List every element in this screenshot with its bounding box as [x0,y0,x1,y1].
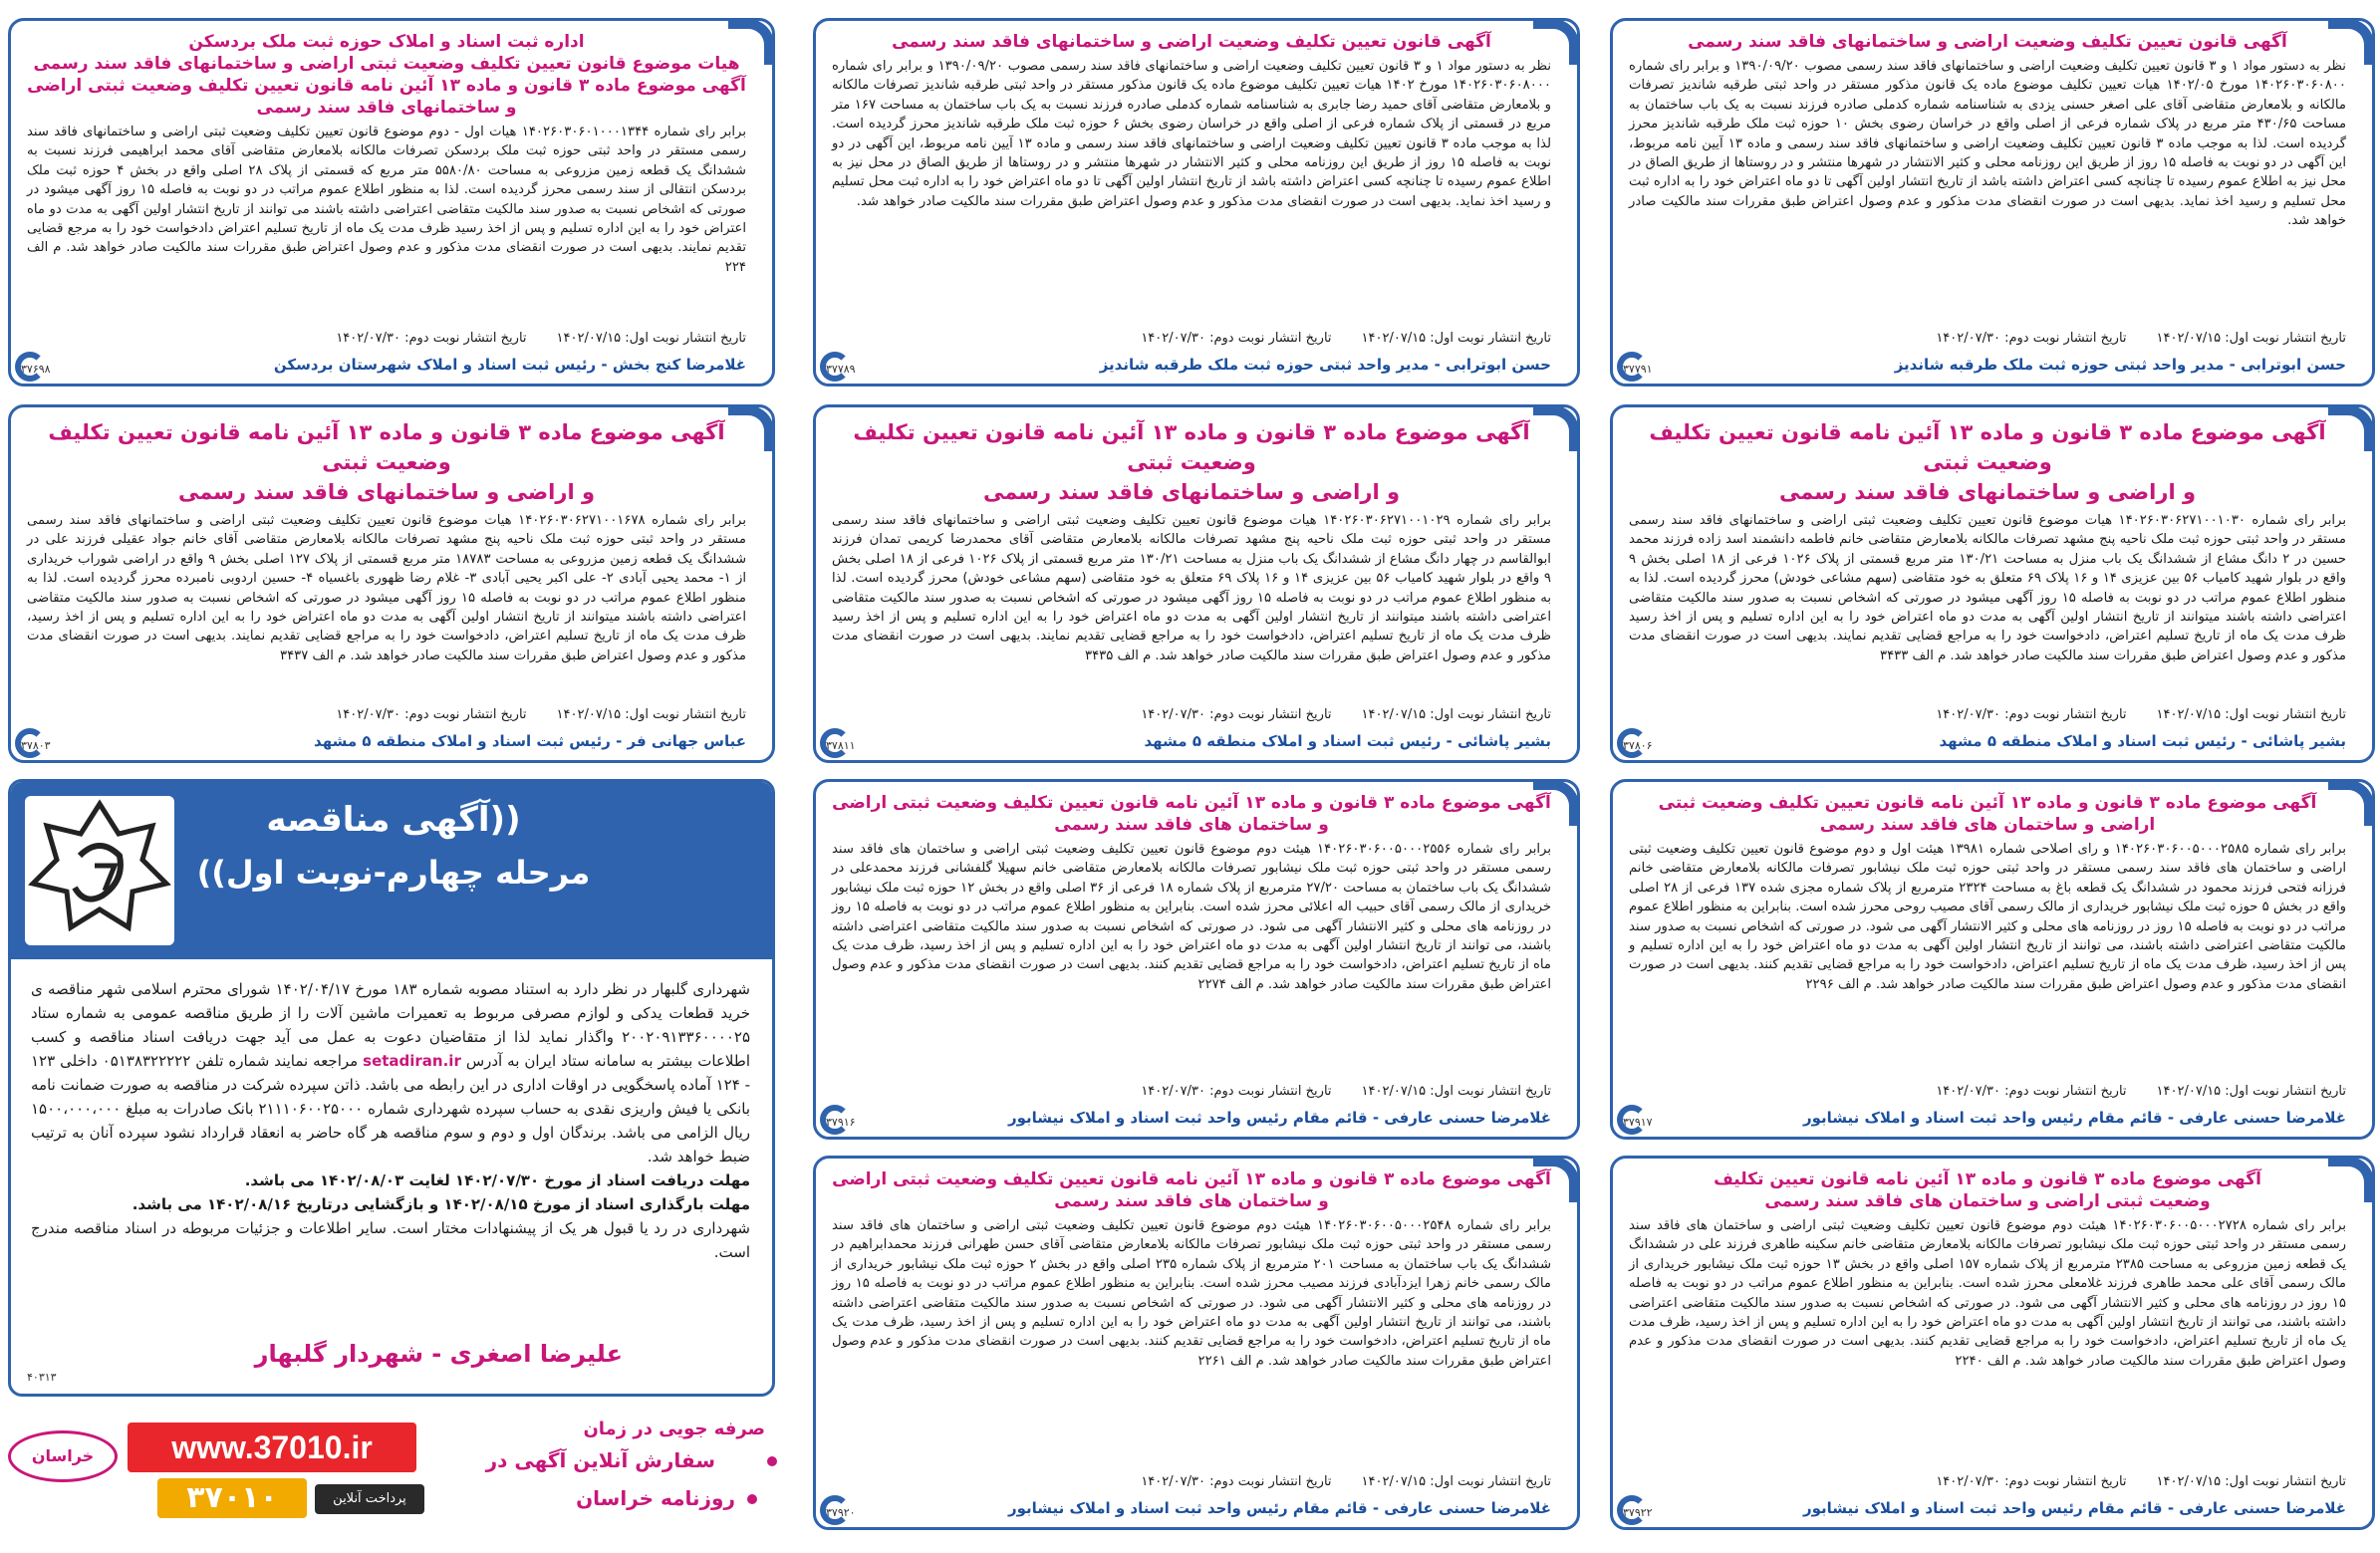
tender-notice-golbahar [8,779,775,1397]
notice-dates: تاریخ انتشار نوبت اول: ۱۴۰۲/۰۷/۱۵تاریخ انتشار نوبت دوم: ۱۴۰۲/۰۷/۳۰ [1936,707,2346,722]
notice-code: ۳۷۸۰۳ [21,739,51,752]
tender-closing: شهرداری در رد یا قبول هر یک از پیشنهادات مختار است. سایر اطلاعات و جزئیات مربوطه در اسناد مناقصه مندرج است. [31,1219,750,1261]
tender-header [11,782,772,959]
notice-body: برابر رای شماره ۱۴۰۲۶۰۳۰۶۲۷۱۰۰۱۶۷۸ هیات موضوع قانون تعیین تکلیف وضعیت ثبتی اراضی و ساختمانهای فاقد سند رسمی مستقر در واحد ثبتی حوزه ثبت ملک ناحیه پنج مشهد تصرفات مالکانه بلامعارض متقاضی آقای خانم جواد عقیلی فرزند علی در ششدانگ یک قطعه زمین مزروعی به مساحت ۱۸۷۸۳ متر مربع قسمتی از پلاک ۱۲۷ اصلی بخش ۹ واقع در اراضی شوراب خریداری از ۱- محمد یحیی آبادی ۲- علی اکبر یحیی آبادی ۳- غلام رضا ظهوری باغسیاه ۴- حسین اردوبی نامبرده محرز گردیده است. لذا به منظور اطلاع عموم مراتب در دو نوبت به فاصله ۱۵ روز آگهی میشود در صورتی که اشخاص نسبت به صدور سند مالکیت متقاضی اعتراضی داشته باشند میتوانند از تاریخ انتشار اولین آگهی به مدت دو ماه اعتراض خود را به این اداره تسلیم و پس از اخذ رسید، ظرف مدت یک ماه از تاریخ تسلیم اعتراض، دادخواست خود را به مراجع قضایی تقدیم نمایند. بدیهی است در صورت انقضای مدت مذکور و عدم وصول اعتراض طبق مقررات سند مالکیت صادر خواهد شد. م الف ۳۴۳۷ [27,513,746,663]
notice-signature: غلامرضا حسنی عارفی - قائم مقام رئیس واحد ثبت اسناد و املاک نیشابور [1007,1499,1551,1517]
tender-deadline-download: مهلت دریافت اسناد از مورخ ۱۴۰۲/۰۷/۳۰ لغایت ۱۴۰۲/۰۸/۰۳ می باشد. [244,1171,750,1189]
notice-mashhad-5-jahanifar [8,404,775,763]
frame-swirl-icon [15,352,45,382]
tender-signature: علیرضا اصغری - شهردار گلبهار [254,1340,623,1368]
ad-slogan-order: سفارش آنلاین آگهی در [485,1448,715,1472]
notice-body: برابر رای شماره ۱۴۰۲۶۰۳۰۶۰۰۵۰۰۰۲۵۸۵ و رای اصلاحی شماره ۱۳۹۸۱ هیئت اول و دوم موضوع قانون تعیین تکلیف وضعیت ثبتی اراضی و ساختمان های فاقد سند رسمی مستقر در واحد ثبتی حوزه ثبت ملک نیشابور تصرفات مالکانه بلامعارض متقاضی خانم فرزانه فتحی فرزند محمود در ششدانگ یک قطعه باغ به مساحت ۲۳۲۴ مترمربع از پلاک شماره مجزی شده ۱۳۷ فرعی از ۲۸ اصلی واقع در بخش ۵ حوزه ثبت ملک نیشابور خریداری از مالک رسمی آقای مصیب روحی محرز شده است. بنابراین به منظور اطلاع عموم مراتب در دو نوبت به فاصله ۱۵ روز در روزنامه های محلی و کثیر الانتشار آگهی می شود. در صورتی که اشخاص نسبت به صدور سند مالکیت متقاضی اعتراضی داشته باشند، می توانند از تاریخ انتشار اولین آگهی به مدت دو ماه اعتراض خود را به این اداره تسلیم و پس از اخذ رسید، ظرف مدت یک ماه از تاریخ تسلیم اعتراض، دادخواست خود را به مراجع قضایی تقدیم کنند. بدیهی است در صورت انقضای مدت مذکور و عدم وصول اعتراض طبق مقررات سند مالکیت صادر خواهد شد. م الف ۲۲۹۶ [1629,842,2347,992]
notice-title: اداره ثبت اسناد و املاک حوزه ثبت ملک بردسکن هیات موضوع قانون تعیین تکلیف وضعیت ثبتی اراضی و ساختمانهای فاقد سند رسمی آگهی موضوع ماده ۳ قانون و ماده ۱۳ آئین نامه قانون تعیین تکلیف وضعیت ثبتی اراضی و ساختمانهای فاقد سند رسمی [27,32,746,118]
notice-body: برابر رای شماره ۱۴۰۲۶۰۳۰۶۲۷۱۰۰۱۰۲۹ هیات موضوع قانون تعیین تکلیف وضعیت ثبتی اراضی و ساختمانهای فاقد سند رسمی مستقر در واحد ثبتی حوزه ثبت ملک ناحیه پنج مشهد تصرفات مالکانه بلامعارض متقاضی آقای محمدرضا کریمی تمدان فرزند ابوالقاسم در چهار دانگ مشاع از ششدانگ یک باب منزل به مساحت ۱۳۰/۲۱ متر مربع قسمتی از پلاک ۱۰۲۶ فرعی از ۱۸ اصلی بخش ۹ واقع در بلوار شهید کامیاب ۵۶ بین عزیزی ۱۴ و ۱۶ پلاک ۶۹ متعلق به خود متقاضی (سهم مشاعی خودش) محرز گردیده است. لذا به منظور اطلاع عموم مراتب در دو نوبت به فاصله ۱۵ روز آگهی میشود در صورتی که اشخاص نسبت به صدور سند مالکیت متقاضی اعتراضی داشته باشند میتوانند از تاریخ انتشار اولین آگهی به مدت دو ماه اعتراض خود را به این اداره تسلیم و پس از اخذ رسید ظرف مدت یک ماه از تاریخ تسلیم اعتراض، دادخواست خود را به مراجع قضایی تقدیم نمایند. بدیهی است در صورت انقضای مدت مذکور و عدم وصول اعتراض طبق مقررات سند مالکیت صادر خواهد شد. م الف ۳۴۳۵ [832,513,1551,663]
setadiran-link[interactable]: setadiran.ir [363,1052,461,1070]
notice-dates: تاریخ انتشار نوبت اول: ۱۴۰۲/۰۷/۱۵تاریخ انتشار نوبت دوم: ۱۴۰۲/۰۷/۳۰ [1936,1474,2346,1489]
notice-body: برابر رای شماره ۱۴۰۲۶۰۳۰۶۰۰۵۰۰۰۲۷۲۸ هیئت دوم موضوع قانون تعیین تکلیف وضعیت ثبتی اراضی و ساختمان های فاقد سند رسمی مستقر در واحد ثبتی حوزه ثبت ملک نیشابور تصرفات مالکانه بلامعارض متقاضی خانم سکینه طاهری فرزند علی در ششدانگ یک قطعه زمین مزروعی به مساحت ۲۳۸۵ مترمربع از پلاک شماره ۱۵۷ اصلی واقع در بخش ۱۳ حوزه ثبت ملک نیشابور خریداری از مالک رسمی آقای علی محمد طاهری فرزند غلامعلی محرز شده است. بنابراین به منظور اطلاع عموم مراتب در دو نوبت به فاصله ۱۵ روز در روزنامه های محلی و کثیر الانتشار آگهی می شود. در صورتی که اشخاص نسبت به صدور سند مالکیت متقاضی اعتراضی داشته باشند، می توانند از تاریخ انتشار اولین آگهی به مدت دو ماه اعتراض خود را به این اداره تسلیم و پس از اخذ رسید، ظرف مدت یک ماه از تاریخ تسلیم اعتراض، دادخواست خود را به مراجع قضایی تقدیم کنند. بدیهی است در صورت انقضای مدت مذکور و عدم وصول اعتراض طبق مقررات سند مالکیت صادر خواهد شد. م الف ۲۲۴۰ [1629,1218,2346,1369]
frame-corner [1533,780,1579,826]
notice-torghabeh-2 [1610,18,2375,387]
notice-title: آگهی موضوع ماده ۳ قانون و ماده ۱۳ آئین نامه قانون تعیین تکلیف وضعیت ثبتی اراضی و ساختمان های فاقد سند رسمی [832,793,1551,835]
notice-neyshabur-tehrani [813,1156,1580,1530]
notice-code: ۳۷۹۱۷ [1623,1116,1653,1129]
notice-code: ۳۷۹۱۶ [826,1116,856,1129]
ad-slogan-time: صرفه جویی در زمان [583,1419,765,1439]
notice-title: آگهی موضوع ماده ۳ قانون و ماده ۱۳ آئین نامه قانون تعیین تکلیف وضعیت ثبتی و اراضی و ساختمانهای فاقد سند رسمی [853,420,1530,504]
notice-dates: تاریخ انتشار نوبت اول: ۱۴۰۲/۰۷/۱۵تاریخ انتشار نوبت دوم: ۱۴۰۲/۰۷/۳۰ [1141,1474,1551,1489]
notice-title: آگهی موضوع ماده ۳ قانون و ماده ۱۳ آئین نامه قانون تعیین تکلیف وضعیت ثبتی و اراضی و ساختمانهای فاقد سند رسمی [1649,420,2326,504]
ad-bullet-icon [767,1456,777,1466]
ad-pay-online-badge: پرداخت آنلاین [315,1484,424,1514]
notice-signature: غلامرضا کنج بخش - رئیس ثبت اسناد و املاک شهرستان بردسکن [273,356,746,374]
notice-dates: تاریخ انتشار نوبت اول: ۱۴۰۲/۰۷/۱۵تاریخ انتشار نوبت دوم: ۱۴۰۲/۰۷/۳۰ [336,331,746,346]
ad-bullet-icon [747,1494,757,1504]
notice-code: ۳۷۹۲۲ [1623,1506,1653,1519]
frame-corner [728,19,774,65]
notice-body: برابر رای شماره ۱۴۰۲۶۰۳۰۶۲۷۱۰۰۱۰۳۰ هیات موضوع قانون تعیین تکلیف وضعیت ثبتی اراضی و ساختمانهای فاقد سند رسمی مستقر در واحد ثبتی حوزه ثبت ملک ناحیه پنج مشهد تصرفات مالکانه بلامعارض متقاضی خانم فاطمه دانشمند اسد زاده فرزند محمد حسین در ۲ دانگ مشاع از ششدانگ یک باب منزل به مساحت ۱۳۰/۲۱ متر مربع قسمتی از پلاک ۱۰۲۶ فرعی از ۱۸ اصلی بخش ۹ واقع در بلوار شهید کامیاب ۵۶ بین عزیزی ۱۴ و ۱۶ پلاک ۶۹ متعلق به خود متقاضی (سهم مشاعی خودش) محرز گردیده است. لذا به منظور اطلاع عموم مراتب در دو نوبت به فاصله ۱۵ روز آگهی میشود در صورتی که اشخاص نسبت به صدور سند مالکیت متقاضی اعتراضی داشته باشند میتوانند از تاریخ انتشار اولین آگهی به مدت دو ماه اعتراض خود را به این اداره تسلیم و پس از اخذ رسید ظرف مدت یک ماه از تاریخ تسلیم اعتراض، دادخواست خود را به مراجع قضایی تقدیم نمایند. بدیهی است در صورت انقضای مدت مذکور و عدم وصول اعتراض طبق مقررات سند مالکیت صادر خواهد شد. م الف ۳۴۳۳ [1629,513,2346,663]
frame-corner [1533,405,1579,451]
notice-bardaskan [8,18,775,387]
notice-body: برابر رای شماره ۱۴۰۲۶۰۳۰۶۰۰۵۰۰۰۲۵۵۶ هیئت دوم موضوع قانون تعیین تکلیف وضعیت ثبتی اراضی و ساختمان های فاقد سند رسمی مستقر در واحد ثبتی حوزه ثبت ملک نیشابور تصرفات مالکانه بلامعارض متقاضی خانم سهیلا گلفشانی فرزند محمدعلی در ششدانگ یک باب ساختمان به مساحت ۲۷/۲۰ مترمربع از پلاک شماره ۱۸ فرعی از ۳۶ اصلی واقع در بخش ۱۲ حوزه ثبت ملک نیشابور خریداری از مالک رسمی آقای حبیب اله اعلائی محرز شده است. بنابراین به منظور اطلاع عموم مراتب در دو نوبت به فاصله ۱۵ روز در روزنامه های محلی و کثیر الانتشار آگهی می شود. در صورتی که اشخاص نسبت به صدور سند مالکیت متقاضی اعتراضی داشته باشند، می توانند از تاریخ انتشار اولین آگهی به مدت دو ماه اعتراض خود را به این اداره تسلیم و پس از اخذ رسید، ظرف مدت یک ماه از تاریخ تسلیم اعتراض، دادخواست خود را به مراجع قضایی تقدیم کنند. بدیهی است در صورت انقضای مدت مذکور و عدم وصول اعتراض طبق مقررات سند مالکیت صادر خواهد شد. م الف ۲۲۷۴ [832,842,1551,992]
notice-mashhad-5-daneshmand [1610,404,2375,763]
notice-torghabeh-1 [813,18,1580,387]
khorasan-logo: خراسان [8,1430,118,1482]
notice-body: نظر به دستور مواد ۱ و ۳ قانون تعیین تکلیف وضعیت اراضی و ساختمانهای فاقد سند رسمی مصوب ۱۳۹۰/۰۹/۲۰ و برابر رای شماره ۱۴۰۲۶۰۳۰۶۰۸۰۰۰ مورخ ۱۴۰۲ هیات تعیین تکلیف موضوع ماده یک قانون مذکور مستقر در واحد ثبتی طرقبه شاندیز تصرفات مالکانه و بلامعارض متقاضی آقای حمید رضا جابری به شناسنامه شماره کدملی صادره فرزند نسبت به یک باب ساختمان به مساحت ۱۶۷ متر مربع در قسمتی از پلاک شماره فرعی از اصلی واقع در خراسان رضوی بخش ۶ حوزه ثبت ملک طرقبه شاندیز محرز گردیده است. لذا به موجب ماده ۳ قانون تعیین تکلیف وضعیت اراضی و ساختمانهای فاقد سند رسمی و ماده ۱۳ آیین نامه مربوط، این آگهی در دو نوبت به فاصله ۱۵ روز از طریق این روزنامه محلی و کثیر الانتشار در شهرها منتشر و در روستاها از طریق الصاق در محل نیز به اطلاع عموم رسیده تا چنانچه کسی اعتراض داشته باشد از تاریخ انتشار اولین آگهی تا دو ماه اعتراض خود را به اداره ثبت محل تسلیم و رسید اخذ نماید. بدیهی است در صورت انقضای مدت مذکور و عدم وصول اعتراض طبق مقررات سند مالکیت صادر خواهد شد. [832,59,1552,209]
notice-dates: تاریخ انتشار نوبت اول: ۱۴۰۲/۰۷/۱۵تاریخ انتشار نوبت دوم: ۱۴۰۲/۰۷/۳۰ [1936,1084,2346,1099]
golbahar-municipality-logo [25,796,174,945]
frame-swirl-icon [820,1495,850,1525]
notice-title: آگهی موضوع ماده ۳ قانون و ماده ۱۳ آئین نامه قانون تعیین تکلیف وضعیت ثبتی و اراضی و ساختمانهای فاقد سند رسمی [48,420,725,504]
notice-code: ۳۷۹۲۰ [826,1506,856,1519]
notice-title: آگهی قانون تعیین تکلیف وضعیت اراضی و ساختمانهای فاقد سند رسمی [1688,32,2287,52]
tender-code: ۴۰۳۱۳ [27,1371,57,1384]
notice-code: ۳۷۶۹۸ [21,363,51,376]
notice-dates: تاریخ انتشار نوبت اول: ۱۴۰۲/۰۷/۱۵تاریخ انتشار نوبت دوم: ۱۴۰۲/۰۷/۳۰ [1141,1084,1551,1099]
frame-swirl-icon [820,1105,850,1135]
notice-code: ۳۷۸۰۶ [1623,739,1653,752]
notice-neyshabur-golfeshani [813,779,1580,1140]
notice-signature: حسن ابوترابی - مدیر واحد ثبتی حوزه ثبت ملک طرقبه شاندیز [1099,356,1551,374]
frame-corner [2328,19,2374,65]
notice-title: آگهی قانون تعیین تکلیف وضعیت اراضی و ساختمانهای فاقد سند رسمی [892,32,1491,52]
notice-body: برابر رای شماره ۱۴۰۲۶۰۳۰۶۰۱۰۰۰۱۳۴۴ هیات اول - دوم موضوع قانون تعیین تکلیف وضعیت ثبتی اراضی و ساختمانهای فاقد سند رسمی مستقر در واحد ثبتی حوزه ثبت ملک بردسکن تصرفات مالکانه بلامعارض متقاضی آقای محمد ابراهیمی فرزند نسبت به ششدانگ یک قطعه زمین مزروعی به مساحت ۵۵۸۰/۸۰ متر مربع که قسمتی از پلاک ۲۸ اصلی واقع در بخش ۴ حوزه ثبت ملک بردسکن انتقالی از سند رسمی محرز گردیده است. لذا به منظور اطلاع عموم مراتب در دو نوبت به فاصله ۱۵ روز آگهی میشود در صورتی که اشخاص نسبت به صدور سند مالکیت متقاضی اعتراضی داشته باشند می توانند از تاریخ انتشار اولین آگهی به مدت دو ماه اعتراض خود را به این اداره تسلیم و پس از اخذ رسید ظرف مدت یک ماه از تاریخ تسلیم اعتراض دادخواست خود را به مرجع قضایی تقدیم نمایند. بدیهی است در صورت انقضای مدت مذکور و عدم وصول اعتراض طبق مقررات سند مالکیت صادر خواهد شد. م الف ۲۲۴ [27,125,747,275]
frame-corner [1533,19,1579,65]
notice-signature: غلامرضا حسنی عارفی - قائم مقام رئیس واحد ثبت اسناد و املاک نیشابور [1802,1499,2346,1517]
tender-subtitle: مرحله چهارم-نوبت اول)) [196,854,591,892]
notice-signature: بشیر پاشائی - رئیس ثبت اسناد و املاک منطقه ۵ مشهد [1144,732,1551,750]
notice-title: آگهی موضوع ماده ۳ قانون و ماده ۱۳ آئین نامه قانون تعیین تکلیف وضعیت ثبتی اراضی و ساختمان های فاقد سند رسمی [832,1169,1551,1211]
notice-mashhad-5-karimi [813,404,1580,763]
frame-swirl-icon [1617,1495,1647,1525]
frame-swirl-icon [1617,1105,1647,1135]
notice-body: برابر رای شماره ۱۴۰۲۶۰۳۰۶۰۰۵۰۰۰۲۵۴۸ هیئت دوم موضوع قانون تعیین تکلیف وضعیت ثبتی اراضی و ساختمان های فاقد سند رسمی مستقر در واحد ثبتی حوزه ثبت ملک نیشابور تصرفات مالکانه بلامعارض متقاضی آقای حسن طهرانی فرزند محمدابراهیم در ششدانگ یک باب ساختمان به مساحت ۲۰۱ مترمربع از پلاک شماره ۲۳۵ اصلی واقع در بخش ۲ حوزه ثبت ملک نیشابور خریداری از مالک رسمی خانم زهرا ایزدآبادی فرزند مصیب محرز شده است. بنابراین به منظور اطلاع عموم مراتب در دو نوبت به فاصله ۱۵ روز در روزنامه های محلی و کثیر الانتشار آگهی می شود. در صورتی که اشخاص نسبت به صدور سند مالکیت متقاضی اعتراضی داشته باشند، می توانند از تاریخ انتشار اولین آگهی به مدت دو ماه اعتراض خود را به این اداره تسلیم و پس از اخذ رسید، ظرف مدت یک ماه از تاریخ تسلیم اعتراض، دادخواست خود را به مراجع قضایی تقدیم کنند. بدیهی است در صورت انقضای مدت مذکور و عدم وصول اعتراض طبق مقررات سند مالکیت صادر خواهد شد. م الف ۲۲۶۱ [832,1218,1551,1369]
frame-swirl-icon [820,352,850,382]
frame-swirl-icon [1617,728,1647,758]
tender-title: ((آگهی مناقصه [266,800,521,840]
notice-code: ۳۷۷۹۱ [1623,363,1653,376]
frame-swirl-icon [820,728,850,758]
notice-dates: تاریخ انتشار نوبت اول: ۱۴۰۲/۰۷/۱۵تاریخ انتشار نوبت دوم: ۱۴۰۲/۰۷/۳۰ [1141,331,1551,346]
star-emblem-icon [25,796,174,945]
frame-corner [2328,405,2374,451]
frame-corner [1533,1157,1579,1202]
notice-dates: تاریخ انتشار نوبت اول: ۱۴۰۲/۰۷/۱۵تاریخ انتشار نوبت دوم: ۱۴۰۲/۰۷/۳۰ [336,707,746,722]
ad-phone-number: ۳۷۰۱۰ [157,1478,307,1518]
notice-body: نظر به دستور مواد ۱ و ۳ قانون تعیین تکلیف وضعیت اراضی و ساختمانهای فاقد سند رسمی مصوب ۱۳۹۰/۰۹/۲۰ و برابر رای شماره ۱۴۰۲۶۰۳۰۶۰۸۰۰ مورخ ۱۴۰۲/۰۵ هیات تعیین تکلیف موضوع ماده یک قانون مذکور مستقر در واحد ثبتی طرقبه شاندیز تصرفات مالکانه و بلامعارض متقاضی آقای علی اصغر حسنی یزدی به شناسنامه شماره کدملی صادره فرزند نسبت به یک باب ساختمان به مساحت ۴۳۰/۶۵ متر مربع در پلاک شماره فرعی از اصلی واقع در خراسان رضوی بخش ۱۰ حوزه ثبت ملک طرقبه شاندیز محرز گردیده است. لذا به موجب ماده ۳ قانون تعیین تکلیف وضعیت اراضی و ساختمانهای فاقد سند رسمی و ماده ۱۳ آیین نامه مربوط، این آگهی در دو نوبت به فاصله ۱۵ روز از طریق این روزنامه محلی و کثیر الانتشار در شهرها منتشر و در روستاها از طریق الصاق در محل نیز به اطلاع عموم رسیده تا چنانچه کسی اعتراض داشته باشد از تاریخ انتشار اولین آگهی تا دو ماه اعتراض خود را به اداره ثبت محل تسلیم و رسید اخذ نماید. بدیهی است در صورت انقضای مدت مذکور و عدم وصول اعتراض طبق مقررات سند مالکیت صادر خواهد شد. [1629,59,2347,229]
online-ad-banner[interactable] [8,1413,775,1532]
tender-deadline-upload: مهلت بارگذاری اسناد از مورخ ۱۴۰۲/۰۸/۱۵ و بازگشایی درتاریخ ۱۴۰۲/۰۸/۱۶ می باشد. [132,1195,750,1213]
notice-code: ۳۷۸۱۱ [826,739,856,752]
frame-swirl-icon [15,728,45,758]
notice-dates: تاریخ انتشار نوبت اول: ۱۴۰۲/۰۷/۱۵تاریخ انتشار نوبت دوم: ۱۴۰۲/۰۷/۳۰ [1141,707,1551,722]
notice-signature: بشیر پاشائی - رئیس ثبت اسناد و املاک منطقه ۵ مشهد [1939,732,2346,750]
notice-neyshabur-taheri [1610,1156,2375,1530]
ad-url-link[interactable]: www.37010.ir [128,1423,416,1472]
notice-signature: غلامرضا حسنی عارفی - قائم مقام رئیس واحد ثبت اسناد و املاک نیشابور [1007,1109,1551,1127]
frame-corner [728,405,774,451]
frame-swirl-icon [1617,352,1647,382]
frame-corner [2328,780,2374,826]
notice-signature: عباس جهانی فر - رئیس ثبت اسناد و املاک منطقه ۵ مشهد [314,732,746,750]
frame-corner [2328,1157,2374,1202]
notice-signature: غلامرضا حسنی عارفی - قائم مقام رئیس واحد ثبت اسناد و املاک نیشابور [1802,1109,2346,1127]
notice-dates: تاریخ انتشار نوبت اول: ۱۴۰۲/۰۷/۱۵تاریخ انتشار نوبت دوم: ۱۴۰۲/۰۷/۳۰ [1936,331,2346,346]
notice-signature: حسن ابوترابی - مدیر واحد ثبتی حوزه ثبت ملک طرقبه شاندیز [1894,356,2346,374]
ad-slogan-newspaper: روزنامه خراسان [576,1486,735,1510]
notice-neyshabur-fathi [1610,779,2375,1140]
notice-code: ۳۷۷۸۹ [826,363,856,376]
tender-body: شهرداری گلبهار در نظر دارد به استناد مصوبه شماره ۱۸۳ مورخ ۱۴۰۲/۰۴/۱۷ شورای محترم اسلامی شهر مناقصه ی خرید قطعات یدکی و لوازم مصرفی مربوط به تعمیرات ماشین آلات را از طریق مناقصه عمومی به شماره ستاد ۲۰۰۲۰۹۱۳۳۶۰۰۰۰۲۵ واگذار نماید لذا از متقاضیان دعوت به عمل می آید جهت دریافت اسناد مناقصه و کسب اطلاعات بیشتر به سامانه ستاد ایران به آدرس setadiran.ir مراجعه نمایند شماره تلفن ۰۵۱۳۸۳۲۲۲۲۲ داخلی ۱۲۳ - ۱۲۴ آماده پاسخگویی در اوقات اداری در این رابطه می باشد. ذاتن سپرده شرکت در مناقصه به صورت ضمانت نامه بانکی یا فیش واریزی نقدی به حساب سپرده شهرداری شماره ۲۱۱۱۰۶۰۰۲۵۰۰۰ بانک صادرات به مبلغ ۱۵۰۰،۰۰۰،۰۰۰ ریال الزامی می باشد. برندگان اول و دوم و سوم مناقصه هر گاه حاضر به انعقاد قرارداد نشود سپرده آنان به ترتیب ضبط خواهد شد. مهلت دریافت اسناد از مورخ ۱۴۰۲/۰۷/۳۰ لغایت ۱۴۰۲/۰۸/۰۳ می باشد. مهلت بارگذاری اسناد از مورخ ۱۴۰۲/۰۸/۱۵ و بازگشایی درتاریخ ۱۴۰۲/۰۸/۱۶ می باشد. شهرداری در رد یا قبول هر یک از پیشنهادات مختار است. سایر اطلاعات و جزئیات مربوطه در اسناد مناقصه مندرج است. [11,959,772,1264]
notice-title: آگهی موضوع ماده ۳ قانون و ماده ۱۳ آئین نامه قانون تعیین تکلیف وضعیت ثبتی اراضی و ساختمان های فاقد سند رسمی [1714,1169,2261,1211]
notice-title: آگهی موضوع ماده ۳ قانون و ماده ۱۳ آئین نامه قانون تعیین تکلیف وضعیت ثبتی اراضی و ساختمان های فاقد سند رسمی [1658,793,2317,835]
